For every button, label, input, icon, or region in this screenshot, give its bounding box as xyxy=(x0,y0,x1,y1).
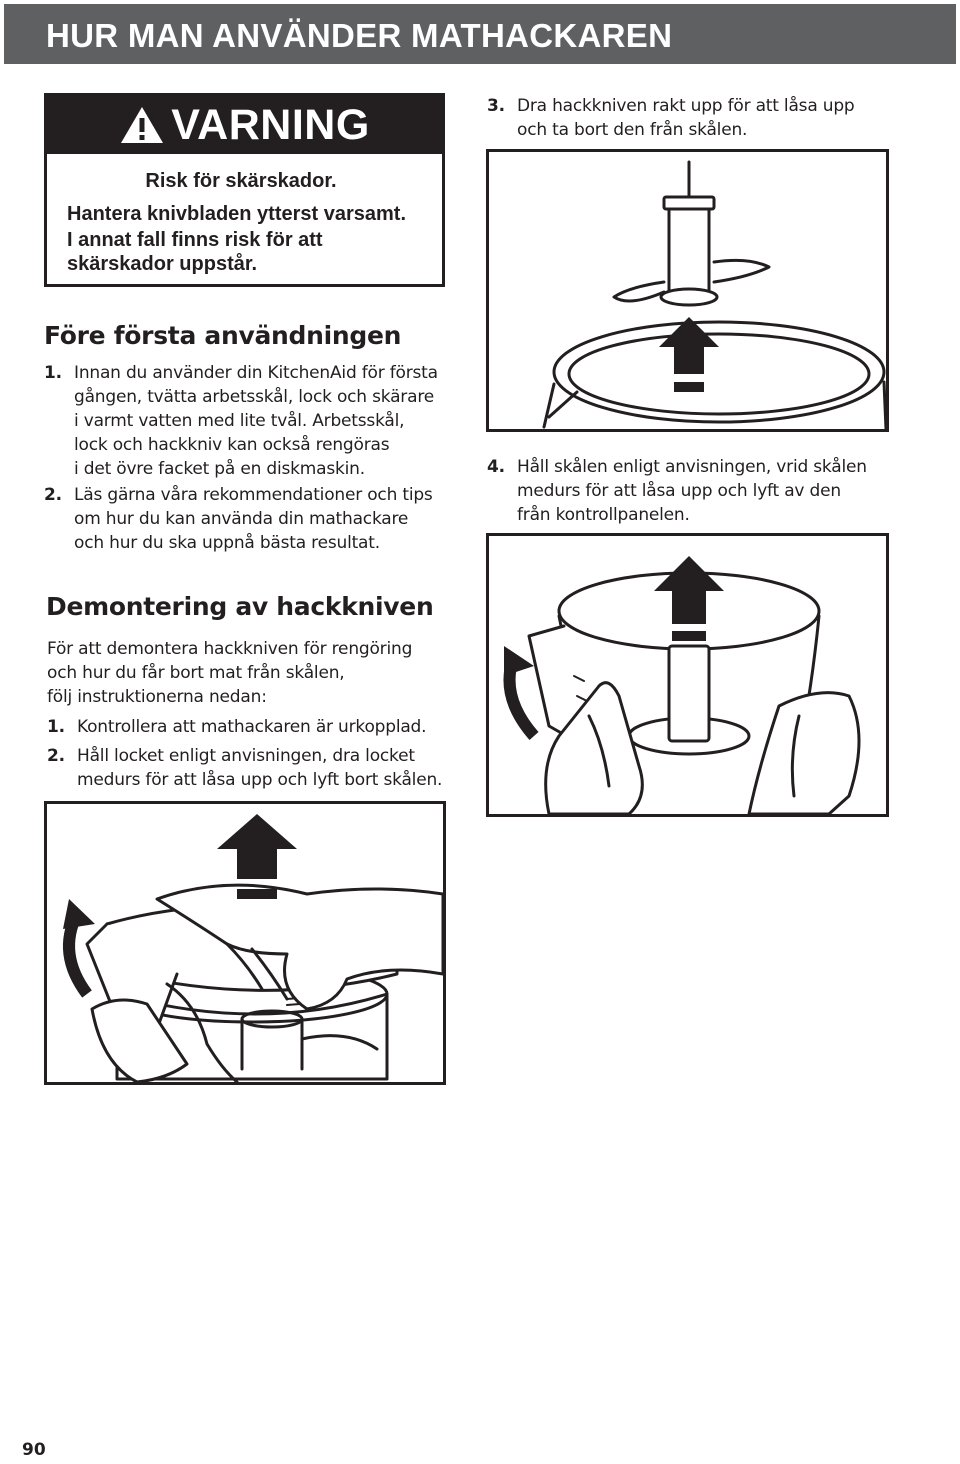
step-line: Läs gärna våra rekommendationer och tips xyxy=(74,485,433,505)
step-line: Håll locket enligt anvisningen, dra locket xyxy=(77,746,415,766)
warning-risk: Risk för skärskador. xyxy=(145,170,337,192)
page-title: HUR MAN ANVÄNDER MATHACKAREN xyxy=(46,17,673,54)
step-line: Håll skålen enligt anvisningen, vrid skålen xyxy=(517,457,867,477)
step-line: Kontrollera att mathackaren är urkopplad. xyxy=(77,717,427,737)
page-number: 90 xyxy=(22,1440,46,1460)
step-line: lock och hackkniv kan också rengöras xyxy=(74,435,390,455)
step-number: 2. xyxy=(47,746,65,766)
step-line: i det övre facket på en diskmaskin. xyxy=(74,459,365,479)
section-heading-before-first-use: Före första användningen xyxy=(44,321,402,350)
bowl-removal-illustration xyxy=(489,536,886,814)
step-line: och hur du ska uppnå bästa resultat. xyxy=(74,533,380,553)
step-number: 1. xyxy=(47,717,65,737)
step-line: gången, tvätta arbetsskål, lock och skärare xyxy=(74,387,434,407)
warning-line: Hantera knivbladen ytterst varsamt. xyxy=(67,203,407,225)
step-line: och ta bort den från skålen. xyxy=(517,120,748,140)
step-line: Dra hackkniven rakt upp för att låsa upp xyxy=(517,96,855,116)
intro-line: och hur du får bort mat från skålen, xyxy=(47,663,345,683)
step-line: Innan du använder din KitchenAid för första xyxy=(74,363,438,383)
warning-title: VARNING xyxy=(171,100,370,149)
intro-line: följ instruktionerna nedan: xyxy=(47,687,267,707)
blade-removal-illustration xyxy=(489,152,886,429)
header-bar xyxy=(4,4,956,64)
step-line: om hur du kan använda din mathackare xyxy=(74,509,409,529)
step-number: 1. xyxy=(44,363,62,383)
step-line: i varmt vatten med lite tvål. Arbetsskål, xyxy=(74,411,405,431)
step-line: medurs för att låsa upp och lyft bort skålen. xyxy=(77,770,443,790)
step-number: 3. xyxy=(487,96,505,116)
intro-line: För att demontera hackkniven för rengöring xyxy=(47,639,413,659)
step-number: 4. xyxy=(487,457,505,477)
step-line: från kontrollpanelen. xyxy=(517,505,690,525)
warning-header xyxy=(47,96,442,154)
section-intro xyxy=(47,637,457,709)
bowl-removal-figure xyxy=(486,533,889,817)
warning-body xyxy=(47,168,442,275)
warning-line: I annat fall finns risk för att xyxy=(67,229,323,251)
section-heading-blade-removal: Demontering av hackkniven xyxy=(46,592,434,621)
lid-removal-figure xyxy=(44,801,446,1085)
warning-line: skärskador uppstår. xyxy=(67,253,258,275)
warning-triangle-icon xyxy=(119,105,165,145)
step-number: 2. xyxy=(44,485,62,505)
step-line: medurs för att låsa upp och lyft av den xyxy=(517,481,841,501)
warning-box xyxy=(44,93,445,287)
blade-removal-figure xyxy=(486,149,889,432)
lid-removal-illustration xyxy=(47,804,443,1082)
